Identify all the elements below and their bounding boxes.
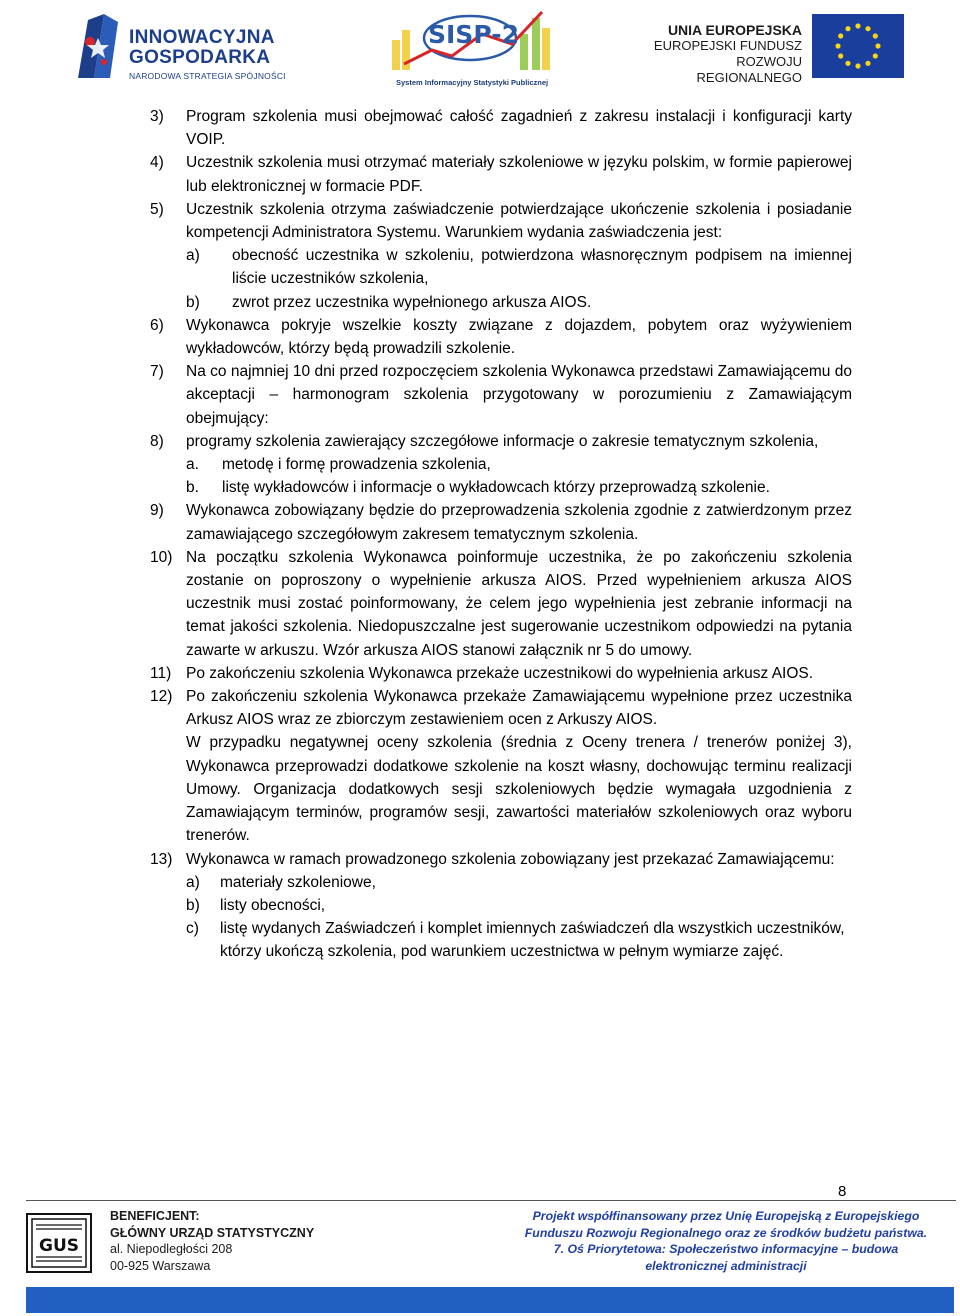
eu-logo-line3: ROZWOJU REGIONALNEGO (696, 54, 802, 85)
gus-logo-icon (26, 1213, 92, 1273)
item-number: 11) (150, 664, 172, 682)
item-number: 5) (150, 200, 164, 218)
item-number: 7) (150, 363, 164, 381)
project-funding-note (500, 1208, 952, 1274)
sub-item-13c (186, 917, 852, 963)
eu-logo-line2: EUROPEJSKI FUNDUSZ (653, 38, 802, 53)
sisp-logo-subtitle: System Informacyjny Statystyki Publicznej (396, 78, 549, 87)
list-item-6 (150, 314, 852, 360)
sisp2-logo (392, 4, 552, 90)
ig-logo-line1: INNOWACYJNA (129, 27, 275, 48)
project-line3: 7. Oś Priorytetowa: Społeczeństwo informacyjne – budowa (553, 1242, 899, 1256)
item-text: Wykonawca zobowiązany będzie do przeprowadzenia szkolenia zgodnie z zatwierdzonym przez zamawiającego szczegółowym zakresem tematycznym szkolenia. (186, 502, 852, 543)
sub-item-5b (186, 291, 852, 314)
footer-divider (26, 1200, 956, 1201)
eu-flag-icon (812, 14, 904, 78)
list-item-13 (150, 848, 852, 871)
ig-logo-subtitle: NARODOWA STRATEGIA SPÓJNOŚCI (129, 71, 286, 81)
footer-color-band (26, 1287, 954, 1313)
sub-item-text: obecność uczestnika w szkoleniu, potwierdzona własnoręcznym podpisem na imiennej liście uczestników szkolenia, (232, 247, 852, 288)
ig-logo-line2: GOSPODARKA (129, 47, 271, 68)
item-text: Po zakończeniu szkolenia Wykonawca przekaże uczestnikowi do wypełnienia arkusz AIOS. (186, 664, 814, 682)
gus-logo-text: GUS (38, 1236, 80, 1256)
page-header (0, 0, 960, 96)
sub-item-13a (186, 871, 852, 894)
item-text: Uczestnik szkolenia otrzyma zaświadczenie potwierdzające ukończenie szkolenia i posiadanie kompetencji Administratora Systemu. Warunkiem wydania zaświadczenia jest: (186, 200, 852, 242)
item-text: Uczestnik szkolenia musi otrzymać materiały szkoleniowe w języku polskim, w formie papierowej lub elektronicznej w formacie PDF. (186, 154, 852, 195)
sub-item-label: c) (186, 920, 199, 938)
beneficiary-block (110, 1208, 314, 1274)
list-item-5 (150, 198, 852, 314)
item-number: 4) (150, 154, 164, 172)
item-text: Po zakończeniu szkolenia Wykonawca przekaże Zamawiającemu wypełnione przez uczestnika Arkusz AIOS wraz ze zbiorczym zestawieniem ocen z Arkuszy AIOS. (186, 688, 852, 729)
sub-item-text: materiały szkoleniowe, (220, 873, 376, 891)
eu-erdf-logo (646, 14, 908, 85)
item-text: programy szkolenia zawierający szczegółowe informacje o zakresie tematycznym szkolenia, (186, 432, 819, 450)
beneficiary-street: al. Niepodległości 208 (110, 1242, 233, 1256)
item-text: Wykonawca pokryje wszelkie koszty związane z dojazdem, pobytem oraz wyżywieniem wykładowców, którzy będą prowadzili szkolenie. (186, 316, 852, 358)
sub-item-label: a) (186, 247, 200, 265)
item-text: Program szkolenia musi obejmować całość zagadnień z zakresu instalacji i konfiguracji karty VOIP. (186, 108, 852, 149)
project-line2: Funduszu Rozwoju Regionalnego oraz ze środków budżetu państwa. (524, 1225, 928, 1240)
sub-item-8a (186, 453, 852, 476)
sub-item-label: a) (186, 873, 200, 891)
sisp-logo-title: SISP-2 (428, 20, 519, 49)
list-item-11 (150, 662, 852, 685)
sub-item-label: a. (186, 456, 199, 474)
list-item-9 (150, 499, 852, 545)
beneficiary-city: 00-925 Warszawa (110, 1258, 211, 1273)
innowacyjna-gospodarka-logo (74, 12, 304, 82)
ig-emblem-icon (74, 12, 122, 78)
item-number: 6) (150, 316, 164, 334)
sub-item-text: metodę i formę prowadzenia szkolenia, (222, 456, 491, 474)
sub-item-text: listy obecności, (220, 896, 326, 914)
page-number: 8 (838, 1183, 847, 1200)
item-12-paragraph: W przypadku negatywnej oceny szkolenia (średnia z Oceny trenera / trenerów poniżej 3), Wykonawca przeprowadzi dodatkowe szkolenie na koszt własny, dochowując terminu realizacji Umowy. Organizacja dodatkowych sesji szkoleniowych będzie wymagała uzgodnienia z Zamawiającym terminów, programów sesji, zawartości materiałów szkoleniowych oraz wyboru trenerów. (186, 734, 852, 845)
sub-item-text: zwrot przez uczestnika wypełnionego arkusza AIOS. (232, 293, 592, 311)
sub-item-label: b) (186, 293, 200, 311)
sub-item-text: listę wykładowców i informacje o wykładowcach którzy przeprowadzą szkolenie. (222, 479, 770, 497)
list-item-7 (150, 360, 852, 430)
sub-item-label: b) (186, 896, 200, 914)
sub-item-8b (186, 476, 852, 499)
eu-logo-line1: UNIA EUROPEJSKA (667, 22, 802, 38)
project-line4: elektronicznej administracji (645, 1258, 807, 1273)
item-number: 13) (150, 850, 173, 868)
project-line1: Projekt współfinansowany przez Unię Europejską z Europejskiego (532, 1209, 920, 1223)
sub-item-text: listę wydanych Zaświadczeń i komplet imiennych zaświadczeń dla wszystkich uczestników, którzy ukończą szkolenia, pod warunkiem uczestnictwa w pełnym wymiarze zajęć. (220, 920, 845, 961)
item-text: Wykonawca w ramach prowadzonego szkolenia zobowiązany jest przekazać Zamawiającemu: (186, 850, 835, 868)
list-item-12 (150, 685, 852, 731)
sub-item-label: b. (186, 479, 199, 497)
beneficiary-name: GŁÓWNY URZĄD STATYSTYCZNY (110, 1225, 315, 1240)
sub-item-13b (186, 894, 852, 917)
beneficiary-label: BENEFICJENT: (110, 1209, 200, 1223)
item-number: 8) (150, 432, 164, 450)
item-text: Na co najmniej 10 dni przed rozpoczęciem szkolenia Wykonawca przedstawi Zamawiającemu do akceptacji – harmonogram szkolenia przygotowany w porozumieniu z Zamawiającym obejmujący: (186, 363, 852, 427)
list-item-10 (150, 546, 852, 662)
item-number: 12) (150, 688, 173, 706)
sub-item-5a (186, 244, 852, 290)
document-body (150, 105, 852, 964)
list-item-4 (150, 151, 852, 197)
list-item-8 (150, 430, 852, 500)
item-text: Na początku szkolenia Wykonawca poinformuje uczestnika, że po zakończeniu szkolenia zostanie on poproszony o wypełnienie arkusza AIOS. Przed wypełnieniem arkusza AIOS uczestnik musi zostać poinformowany, że celem jego wypełnienia jest zebranie informacji na temat jakości szkolenia. Niedopuszczalne jest sugerowanie uczestnikom odpowiedzi na pytania zawarte w arkuszu. Wzór arkusza AIOS stanowi załącznik nr 5 do umowy. (186, 548, 852, 659)
item-number: 3) (150, 108, 164, 125)
list-item-3 (150, 105, 852, 151)
item-number: 10) (150, 548, 173, 566)
item-number: 9) (150, 502, 164, 520)
